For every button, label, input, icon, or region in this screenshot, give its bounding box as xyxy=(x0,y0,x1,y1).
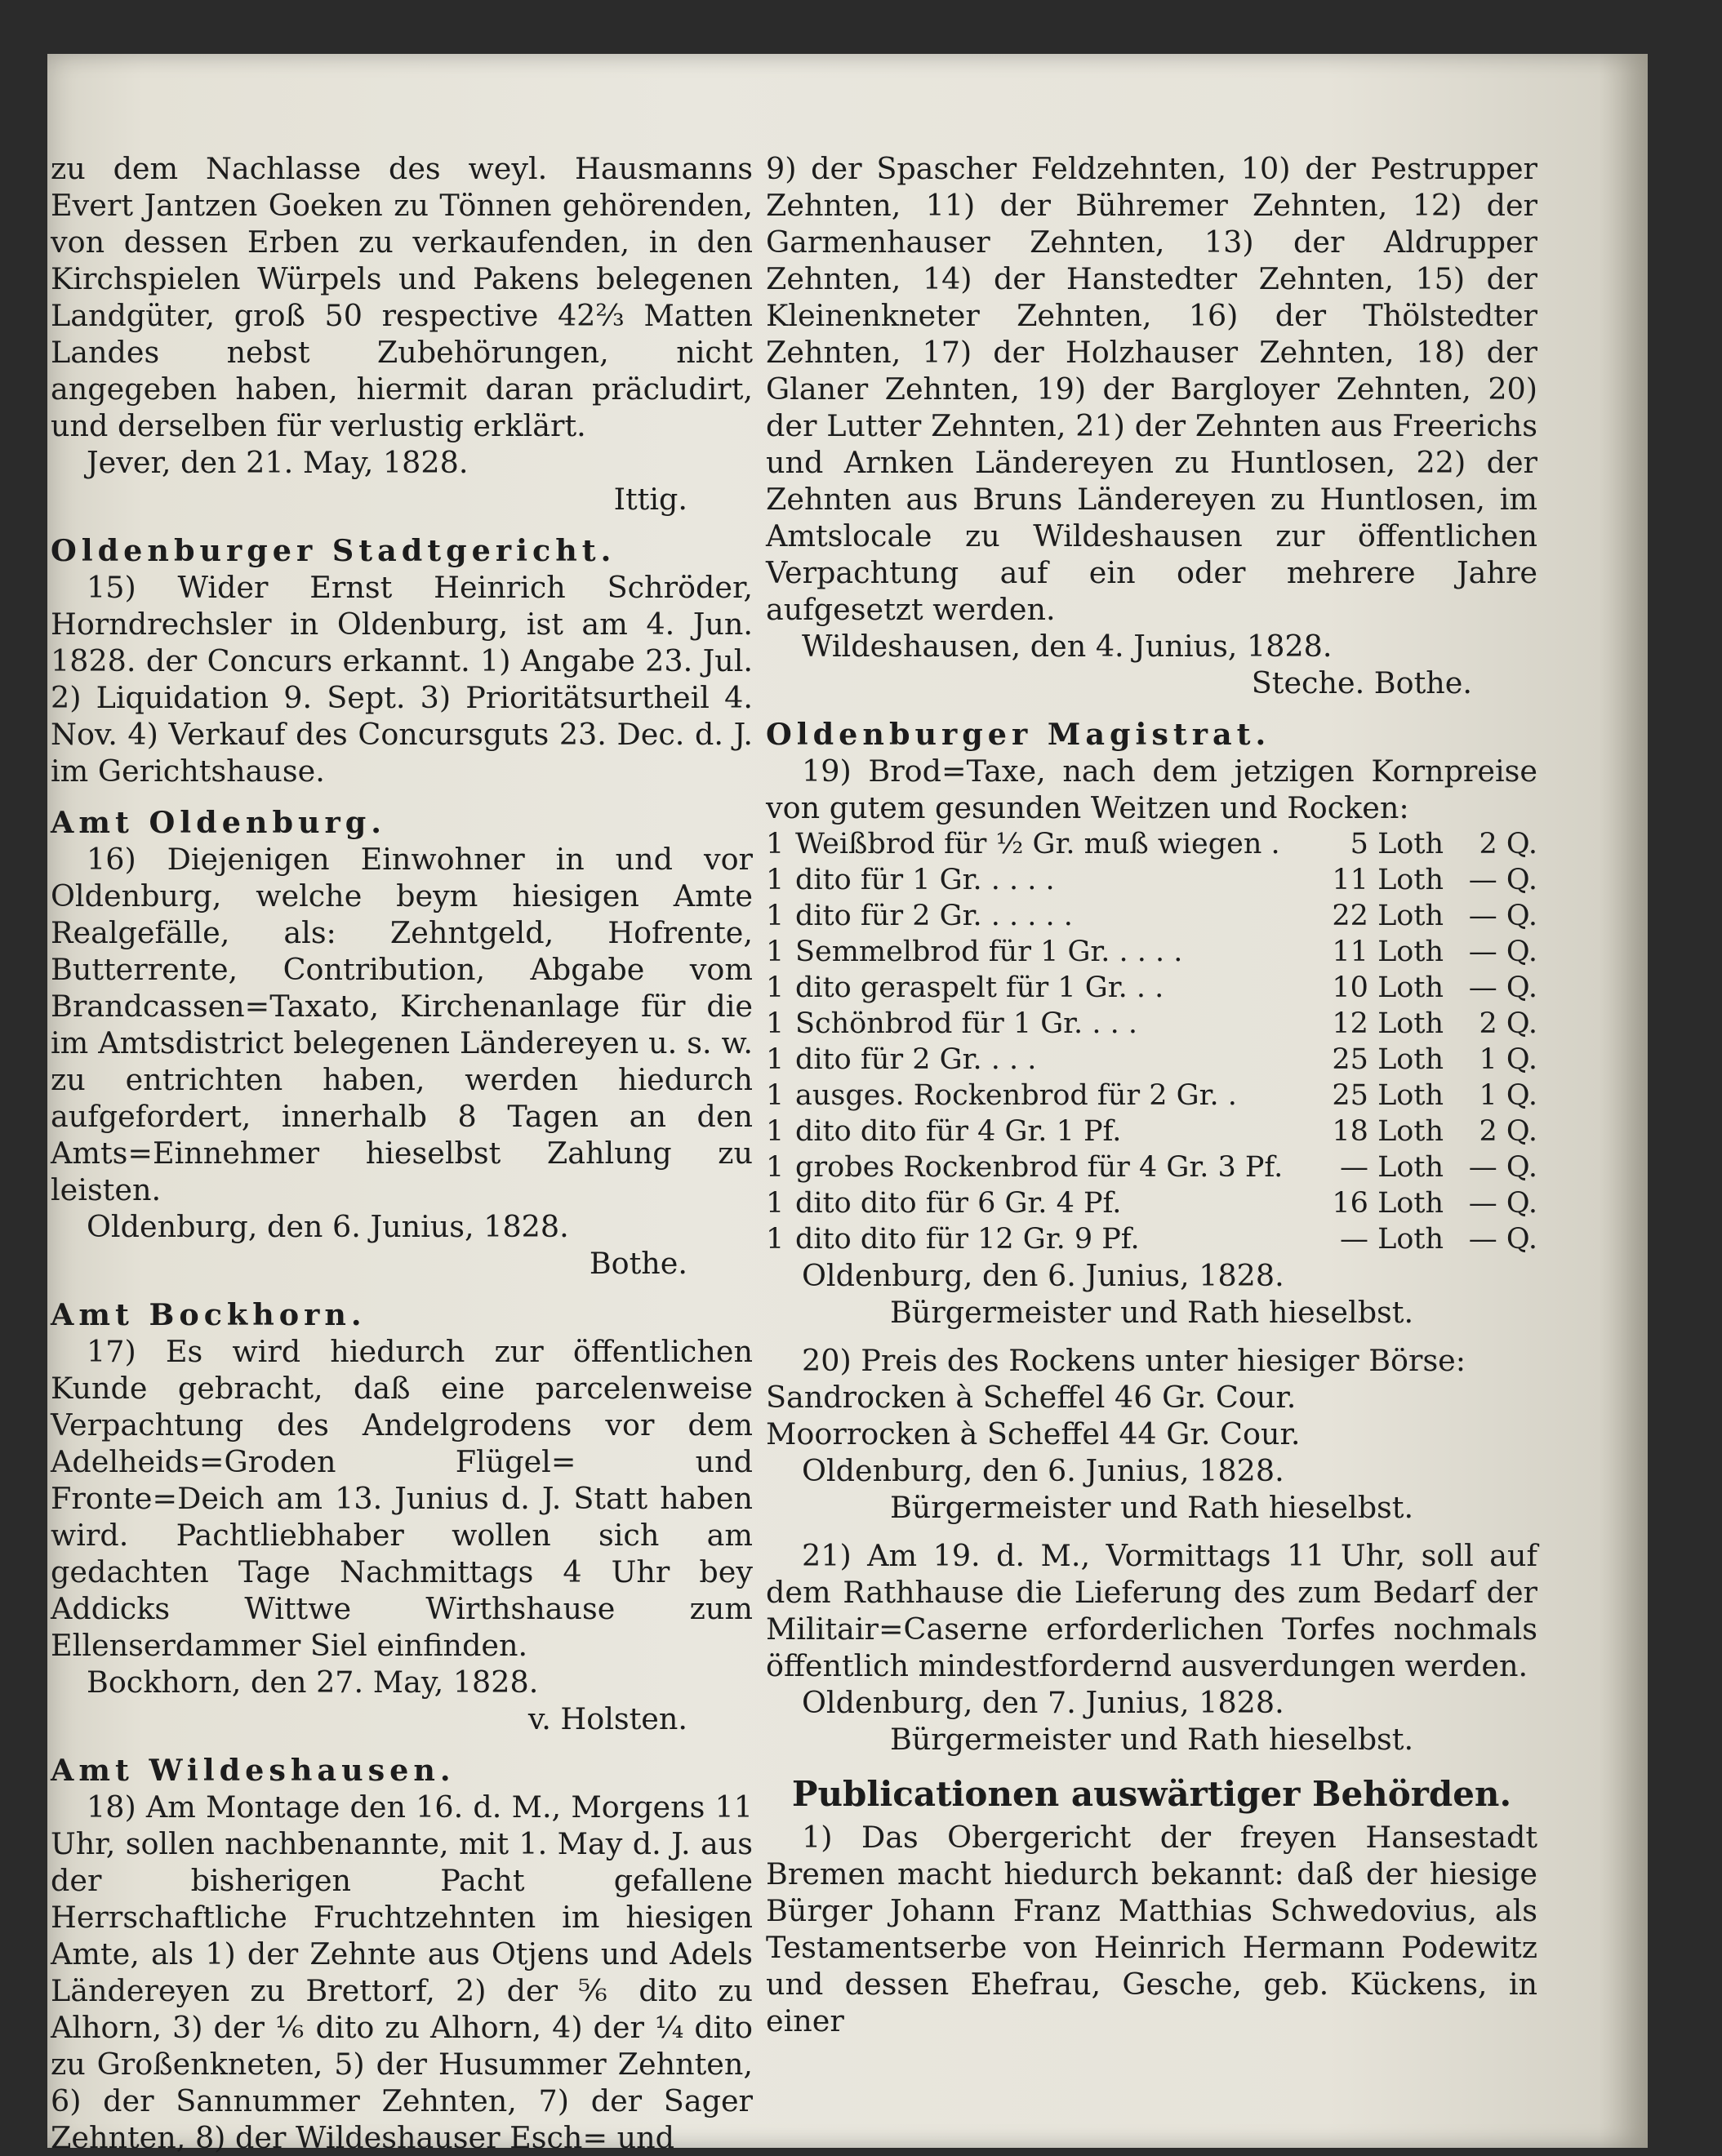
bread-row xyxy=(766,898,1537,934)
bread-row xyxy=(766,1149,1537,1185)
bread-qty: 1 xyxy=(766,936,785,968)
newspaper-page xyxy=(47,54,1648,2155)
bread-row xyxy=(766,1042,1537,1078)
bread-quentchen: — Q. xyxy=(1468,936,1537,968)
left-column xyxy=(51,150,753,2156)
bread-desc: dito für 2 Gr. . . . . . xyxy=(795,900,1073,932)
bread-desc: dito geraspelt für 1 Gr. . . xyxy=(795,971,1164,1004)
bread-desc: dito dito für 6 Gr. 4 Pf. xyxy=(795,1187,1122,1220)
place-date-oldenburg-21: Oldenburg, den 7. Junius, 1828. xyxy=(802,1685,1284,1720)
bread-row xyxy=(766,934,1537,970)
paragraph-17: 17) Es wird hiedurch zur öffentlichen Kunde gebracht, daß eine parcelenweise Verpachtung des Andelgrodens vor dem Adelheids=Groden Flügel= und Fronte=Deich am 13. Junius d. J. Statt haben wird. Pachtliebhaber wollen sich am gedachten Tage Nachmittags 4 Uhr bey Addicks Wittwe Wirthshause zum Ellenserdammer Siel einfinden. xyxy=(51,1334,753,1663)
bread-price-table xyxy=(766,826,1537,1257)
place-date-oldenburg-20: Oldenburg, den 6. Junius, 1828. xyxy=(802,1453,1284,1488)
signature-ittig: Ittig. xyxy=(613,482,687,517)
bread-qty: 1 xyxy=(766,1187,785,1220)
bread-weight: — Loth xyxy=(1339,1151,1444,1184)
bread-quentchen: 1 Q. xyxy=(1479,1043,1537,1076)
paragraph-18-continued: 9) der Spascher Feldzehnten, 10) der Pestrupper Zehnten, 11) der Bühremer Zehnten, 12) der Garmenhauser Zehnten, 13) der Aldrupper Zehnten, 14) der Hanstedter Zehnten, 15) der Kleinenkneter Zehnten, 16) der Thölstedter Zehnten, 17) der Holzhauser Zehnten, 18) der Glaner Zehnten, 19) der Bargloyer Zehnten, 20) der Lutter Zehnten, 21) der Zehnten aus Freerichs und Arnken Ländereyen zu Huntlosen, 22) der Zehnten aus Bruns Ländereyen zu Huntlosen, im Amtslocale zu Wildeshausen zur öffentlichen Verpachtung auf ein oder mehrere Jahre aufgesetzt werden. xyxy=(766,151,1537,627)
signature-buergermeister-21: Bürgermeister und Rath hieselbst. xyxy=(889,1722,1414,1757)
place-date-oldenburg-16: Oldenburg, den 6. Junius, 1828. xyxy=(87,1209,569,1244)
signature-buergermeister-20: Bürgermeister und Rath hieselbst. xyxy=(889,1490,1414,1525)
bread-quentchen: 2 Q. xyxy=(1479,828,1537,860)
bread-quentchen: — Q. xyxy=(1468,1151,1537,1184)
bread-qty: 1 xyxy=(766,1115,785,1148)
bread-weight: 22 Loth xyxy=(1332,900,1444,932)
bread-weight: 5 Loth xyxy=(1350,828,1444,860)
place-date-jever: Jever, den 21. May, 1828. xyxy=(87,445,469,480)
bread-qty: 1 xyxy=(766,971,785,1004)
paragraph-bremen: 1) Das Obergericht der freyen Hansestadt Bremen macht hiedurch bekannt: daß der hiesige Bürger Johann Franz Matthias Schwedovius, als Testamentserbe von Heinrich Hermann Podewitz und dessen Ehefrau, Gesche, geb. Kückens, in einer xyxy=(766,1820,1537,2038)
bread-row xyxy=(766,1006,1537,1042)
bread-row xyxy=(766,1185,1537,1221)
place-date-oldenburg-19: Oldenburg, den 6. Junius, 1828. xyxy=(802,1258,1284,1293)
bread-weight: 11 Loth xyxy=(1332,936,1444,968)
heading-publicationen: Publicationen auswärtiger Behörden. xyxy=(791,1774,1512,1814)
signature-buergermeister-19: Bürgermeister und Rath hieselbst. xyxy=(889,1295,1414,1330)
signature-holsten: v. Holsten. xyxy=(527,1701,687,1736)
bread-qty: 1 xyxy=(766,1079,785,1112)
place-date-wildeshausen: Wildeshausen, den 4. Junius, 1828. xyxy=(802,629,1333,664)
bread-weight: 12 Loth xyxy=(1332,1007,1444,1040)
bread-weight: 11 Loth xyxy=(1332,864,1444,896)
heading-stadtgericht: Oldenburger Stadtgericht. xyxy=(51,533,616,568)
paragraph-16: 16) Diejenigen Einwohner in und vor Oldenburg, welche beym hiesigen Amte Realgefälle, als: Zehntgeld, Hofrente, Butterrente, Contribution, Abgabe vom Brandcassen=Taxato, Kirchenanlage für die im Amtsdistrict belegenen Ländereyen u. s. w. zu entrichten haben, werden hiedurch aufgefordert, innerhalb 8 Tagen an den Amts=Einnehmer hieselbst Zahlung zu leisten. xyxy=(51,842,753,1207)
paragraph-21: 21) Am 19. d. M., Vormittags 11 Uhr, soll auf dem Rathhause die Lieferung des zum Bedarf der Militair=Caserne erforderlichen Torfes nochmals öffentlich mindestfordernd ausverdungen werden. xyxy=(766,1538,1537,1683)
paragraph-19-intro: 19) Brod=Taxe, nach dem jetzigen Kornpreise von gutem gesunden Weitzen und Rocken: xyxy=(766,753,1537,825)
bread-desc: Weißbrod für ½ Gr. muß wiegen . xyxy=(795,828,1280,860)
paragraph-18: 18) Am Montage den 16. d. M., Morgens 11 Uhr, sollen nachbenannte, mit 1. May d. J. aus der bisherigen Pacht gefallene Herrschaftliche Fruchtzehnten im hiesigen Amte, als 1) der Zehnte aus Otjens und Adels Ländereyen zu Brettorf, 2) der ⅚ dito zu Alhorn, 3) der ⅙ dito zu Alhorn, 4) der ¼ dito zu Großenkneten, 5) der Husummer Zehnten, 6) der Sannummer Zehnten, 7) der Sager Zehnten, 8) der Wildeshauser Esch= und xyxy=(51,1789,753,2155)
bread-row xyxy=(766,970,1537,1006)
page-edge-shadow xyxy=(1599,54,1648,2148)
bread-qty: 1 xyxy=(766,900,785,932)
bread-row xyxy=(766,826,1537,862)
bread-quentchen: — Q. xyxy=(1468,900,1537,932)
bread-weight: 10 Loth xyxy=(1332,971,1444,1004)
bread-qty: 1 xyxy=(766,864,785,896)
paragraph-20-heading: 20) Preis des Rockens unter hiesiger Börse: xyxy=(802,1343,1466,1378)
bread-desc: dito für 2 Gr. . . . xyxy=(795,1043,1037,1076)
bread-weight: 25 Loth xyxy=(1332,1043,1444,1076)
heading-amt-bockhorn: Amt Bockhorn. xyxy=(51,1297,367,1332)
bread-quentchen: 2 Q. xyxy=(1479,1115,1537,1148)
bread-quentchen: — Q. xyxy=(1468,971,1537,1004)
paragraph-15: 15) Wider Ernst Heinrich Schröder, Horndrechsler in Oldenburg, ist am 4. Jun. 1828. der Concurs erkannt. 1) Angabe 23. Jul. 2) Liquidation 9. Sept. 3) Prioritätsurtheil 4. Nov. 4) Verkauf des Concursguts 23. Dec. d. J. im Gerichtshause. xyxy=(51,570,753,789)
bread-qty: 1 xyxy=(766,1043,785,1076)
bread-row xyxy=(766,1114,1537,1149)
place-date-bockhorn: Bockhorn, den 27. May, 1828. xyxy=(87,1665,539,1700)
bread-row xyxy=(766,1221,1537,1257)
bread-qty: 1 xyxy=(766,1151,785,1184)
bread-quentchen: 1 Q. xyxy=(1479,1079,1537,1112)
bread-quentchen: — Q. xyxy=(1468,1187,1537,1220)
bread-row xyxy=(766,862,1537,898)
bread-qty: 1 xyxy=(766,1007,785,1040)
bread-desc: dito dito für 12 Gr. 9 Pf. xyxy=(795,1223,1140,1256)
bread-weight: — Loth xyxy=(1339,1223,1444,1256)
right-column xyxy=(766,150,1537,2039)
bread-quentchen: — Q. xyxy=(1468,864,1537,896)
bread-weight: 18 Loth xyxy=(1332,1115,1444,1148)
bread-desc: dito dito für 4 Gr. 1 Pf. xyxy=(795,1115,1122,1148)
bread-desc: Schönbrod für 1 Gr. . . . xyxy=(795,1007,1137,1040)
paragraph-nachlass: zu dem Nachlasse des weyl. Hausmanns Evert Jantzen Goeken zu Tönnen gehörenden, von dessen Erben zu verkaufenden, in den Kirchspielen Würpels und Pakens belegenen Landgüter, groß 50 respective 42⅔ Matten Landes nebst Zubehörungen, nicht angegeben haben, hiermit daran präcludirt, und derselben für verlustig erklärt. xyxy=(51,151,753,443)
bread-quentchen: — Q. xyxy=(1468,1223,1537,1256)
bread-qty: 1 xyxy=(766,828,785,860)
signature-bothe-16: Bothe. xyxy=(589,1246,687,1281)
bread-weight: 25 Loth xyxy=(1332,1079,1444,1112)
price-sandrocken: Sandrocken à Scheffel 46 Gr. Cour. xyxy=(766,1380,1297,1415)
signature-steche-bothe: Steche. Bothe. xyxy=(1251,665,1472,700)
heading-magistrat: Oldenburger Magistrat. xyxy=(766,717,1271,752)
bread-quentchen: 2 Q. xyxy=(1479,1007,1537,1040)
bread-desc: Semmelbrod für 1 Gr. . . . . xyxy=(795,936,1183,968)
bread-weight: 16 Loth xyxy=(1332,1187,1444,1220)
bread-desc: dito für 1 Gr. . . . . xyxy=(795,864,1055,896)
bread-desc: grobes Rockenbrod für 4 Gr. 3 Pf. xyxy=(795,1151,1284,1184)
heading-amt-oldenburg: Amt Oldenburg. xyxy=(51,805,386,840)
price-moorrocken: Moorrocken à Scheffel 44 Gr. Cour. xyxy=(766,1416,1301,1451)
bread-row xyxy=(766,1078,1537,1114)
heading-amt-wildeshausen: Amt Wildeshausen. xyxy=(51,1753,456,1788)
bread-desc: ausges. Rockenbrod für 2 Gr. . xyxy=(795,1079,1237,1112)
bread-qty: 1 xyxy=(766,1223,785,1256)
